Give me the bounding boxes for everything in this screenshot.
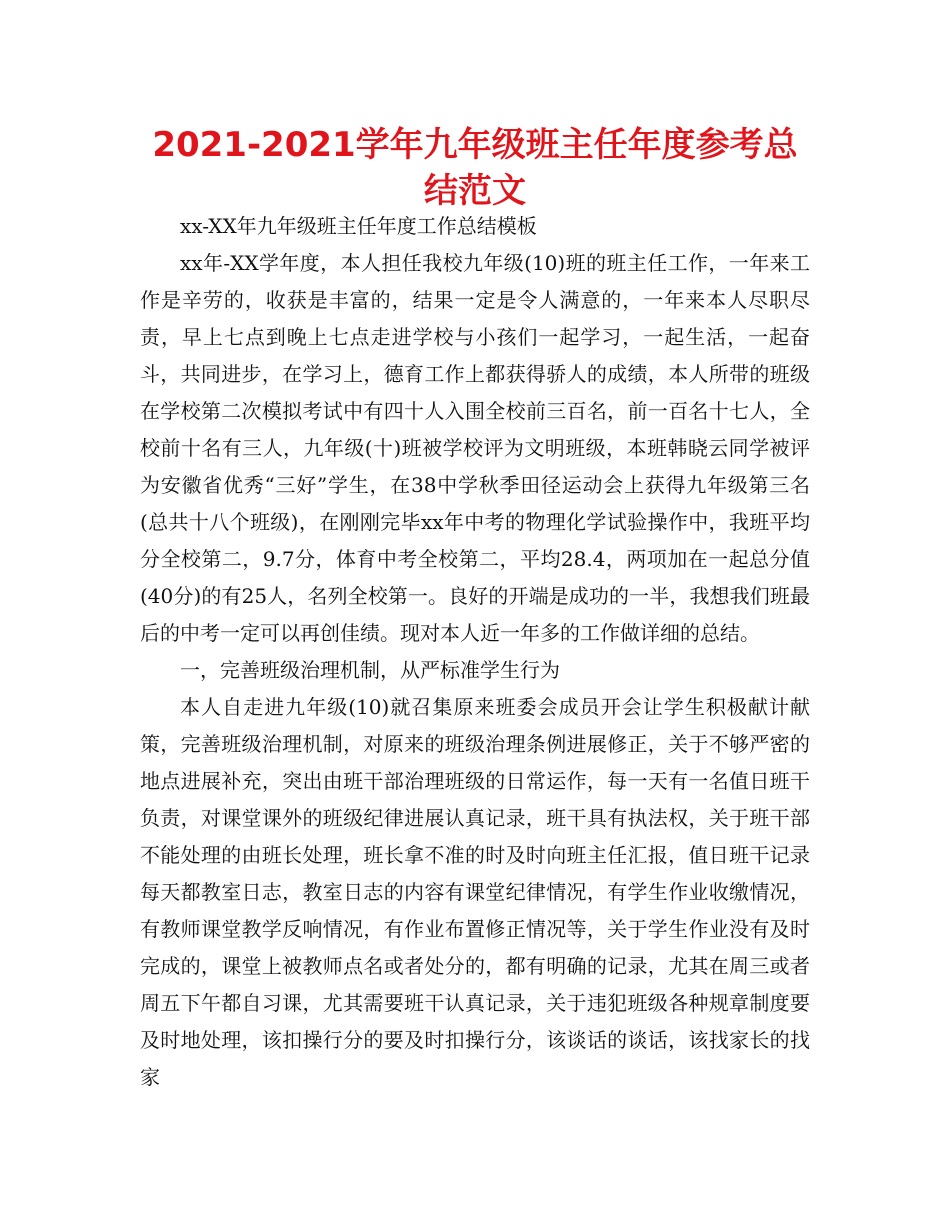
paragraph-subtitle: xx-XX年九年级班主任年度工作总结模板 bbox=[180, 214, 537, 238]
paragraph-section-1: 本人自走进九年级(10)就召集原来班委会成员开会让学生积极献计献策，完善班级治理机制，对原来的班级治理条例进展修正，关于不够严密的地点进展补充，突出由班干部治理班级的日常运作，每一天有一名值日班干负责，对课堂课外的班级纪律进展认真记录，班干具有执法权，关于班干部不能处理的由班长处理，班长拿不准的时及时向班主任汇报，值日班干记录每天都教室日志，教室日志的内容有课堂纪律情况，有学生作业收缴情况，有教师课堂教学反响情况，有作业布置修正情况等，关于学生作业没有及时完成的，课堂上被教师点名或者处分的，都有明确的记录，尤其在周三或者周五下午都自习课，尤其需要班干认真记录，关于违犯班级各种规章制度要及时地处理，该扣操行分的要及时扣操行分，该谈话的谈话，该找家长的找家 bbox=[140, 695, 810, 1089]
section-heading-1: 一，完善班级治理机制，从严标准学生行为 bbox=[180, 658, 560, 682]
paragraph-intro: xx年-XX学年度，本人担任我校九年级(10)班的班主任工作，一年来工作是辛劳的，收获是丰富的，结果一定是令人满意的，一年来本人尽职尽责，早上七点到晚上七点走进学校与小孩们一起学习，一起生活，一起奋斗，共同进步，在学习上，德育工作上都获得骄人的成绩，本人所带的班级在学校第二次模拟考试中有四十人入围全校前三百名，前一百名十七人，全校前十名有三人，九年级(十)班被学校评为文明班级，本班韩晓云同学被评为安徽省优秀“三好”学生，在38中学秋季田径运动会上获得九年级第三名(总共十八个班级)，在刚刚完毕xx年中考的物理化学试验操作中，我班平均分全校第二，9.7分，体育中考全校第二，平均28.4，两项加在一起总分值(40分)的有25人，名列全校第一。良好的开端是成功的一半，我想我们班最后的中考一定可以再创佳绩。现对本人近一年多的工作做详细的总结。 bbox=[140, 251, 810, 645]
document-title: 2021-2021学年九年级班主任年度参考总结范文 bbox=[152, 125, 798, 211]
document-body bbox=[140, 208, 810, 1096]
